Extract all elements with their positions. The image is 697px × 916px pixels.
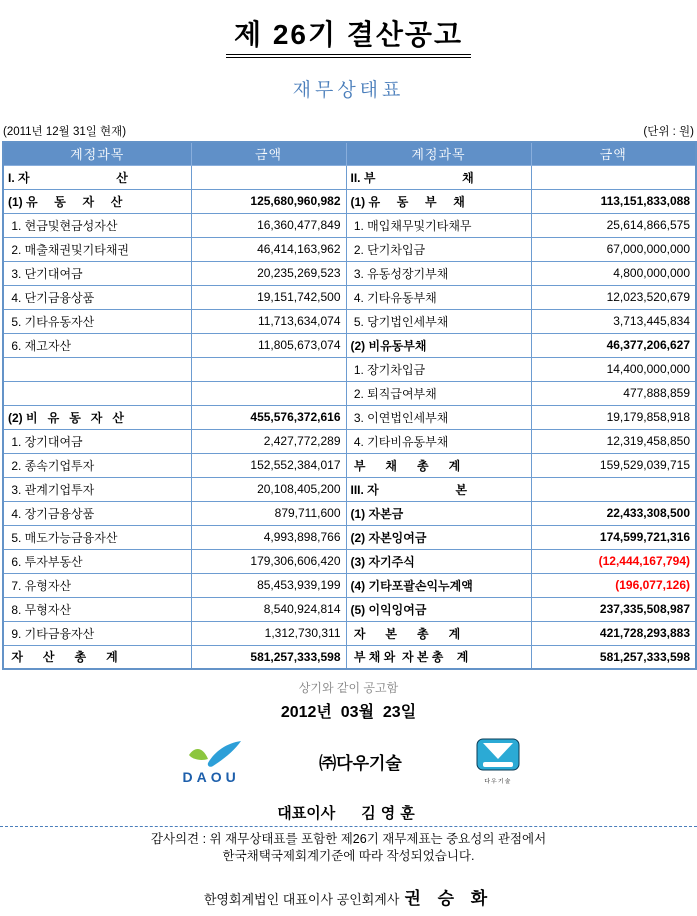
account-cell: (3) 자기주식 (346, 549, 531, 573)
amount-cell: 16,360,477,849 (191, 213, 346, 237)
amount-cell: 581,257,333,598 (531, 645, 696, 669)
amount-cell: 4,993,898,766 (191, 525, 346, 549)
amount-cell (191, 357, 346, 381)
audit-opinion-line2: 한국채택국제회계기준에 따라 작성되었습니다. (222, 849, 475, 863)
amount-cell: 3,713,445,834 (531, 309, 696, 333)
daou-logo (175, 738, 247, 785)
mail-logo (474, 737, 522, 785)
account-cell: 3. 관계기업투자 (3, 477, 191, 501)
amount-cell: 19,179,858,918 (531, 405, 696, 429)
balance-sheet-table (2, 141, 697, 670)
daou-swoosh-icon (175, 738, 247, 772)
account-cell: 2. 매출채권및기타채권 (3, 237, 191, 261)
amount-cell: 22,433,308,500 (531, 501, 696, 525)
account-cell: (2) 비유동부채 (346, 333, 531, 357)
table-row (3, 573, 696, 597)
amount-cell: 581,257,333,598 (191, 645, 346, 669)
account-cell: (1) 유 동 부 채 (346, 189, 531, 213)
table-header-row (3, 142, 696, 165)
amount-cell: 455,576,372,616 (191, 405, 346, 429)
account-cell: II. 부 채 (346, 165, 531, 189)
account-cell: I. 자 산 (3, 165, 191, 189)
account-cell: (4) 기타포괄손익누계액 (346, 573, 531, 597)
table-row (3, 189, 696, 213)
amount-cell: 237,335,508,987 (531, 597, 696, 621)
table-body (3, 165, 696, 669)
mail-logo-caption: 다우기술 (484, 779, 512, 785)
account-cell: 부 채 와 자 본 총 계 (346, 645, 531, 669)
amount-cell: 12,023,520,679 (531, 285, 696, 309)
amount-cell: 11,713,634,074 (191, 309, 346, 333)
amount-cell: 12,319,458,850 (531, 429, 696, 453)
account-cell: 2. 퇴직급여부채 (346, 381, 531, 405)
amount-cell: 421,728,293,883 (531, 621, 696, 645)
account-cell: 5. 기타유동자산 (3, 309, 191, 333)
table-row (3, 357, 696, 381)
amount-cell: 477,888,859 (531, 381, 696, 405)
table-row (3, 165, 696, 189)
dashed-divider (0, 826, 697, 827)
header-account-right: 계정과목 (346, 142, 531, 165)
announce-text: 상기와 같이 공고함 (298, 681, 399, 695)
audit-opinion-line1: 감사의견 : 위 재무상태표를 포함한 제26기 재무제표는 중요성의 관점에서 (150, 832, 547, 846)
account-cell: 3. 단기대여금 (3, 261, 191, 285)
account-cell: 6. 재고자산 (3, 333, 191, 357)
table-row (3, 333, 696, 357)
account-cell: 6. 투자부동산 (3, 549, 191, 573)
table-row (3, 405, 696, 429)
amount-cell: 174,599,721,316 (531, 525, 696, 549)
account-cell: 4. 기타유동부채 (346, 285, 531, 309)
amount-cell: 25,614,866,575 (531, 213, 696, 237)
table-row (3, 549, 696, 573)
table-row (3, 213, 696, 237)
account-cell: 2. 단기차입금 (346, 237, 531, 261)
page-subtitle: 재무상태표 (292, 80, 405, 101)
auditor-line (0, 884, 697, 909)
amount-cell: 4,800,000,000 (531, 261, 696, 285)
page-header (0, 13, 697, 58)
amount-cell: (12,444,167,794) (531, 549, 696, 573)
account-cell: 5. 매도가능금융자산 (3, 525, 191, 549)
account-cell: 8. 무형자산 (3, 597, 191, 621)
amount-cell: 879,711,600 (191, 501, 346, 525)
account-cell: 3. 이연법인세부채 (346, 405, 531, 429)
account-cell: (2) 비 유 동 자 산 (3, 405, 191, 429)
amount-cell: 1,312,730,311 (191, 621, 346, 645)
table-row (3, 381, 696, 405)
auditor-prefix: 한영회계법인 대표이사 공인회계사 (203, 892, 400, 907)
logo-row (0, 731, 697, 791)
table-row (3, 309, 696, 333)
account-cell: 자 산 총 계 (3, 645, 191, 669)
table-row (3, 261, 696, 285)
amount-cell (531, 477, 696, 501)
header-account-left: 계정과목 (3, 142, 191, 165)
amount-cell: 11,805,673,074 (191, 333, 346, 357)
account-cell: 4. 단기금융상품 (3, 285, 191, 309)
account-cell: 4. 장기금융상품 (3, 501, 191, 525)
amount-cell (191, 381, 346, 405)
account-cell: 1. 매입채무및기타채무 (346, 213, 531, 237)
amount-cell: 125,680,960,982 (191, 189, 346, 213)
amount-cell: 85,453,939,199 (191, 573, 346, 597)
daou-wordmark: DAOU (182, 768, 240, 785)
company-name: ㈜다우기술 (319, 753, 402, 773)
unit-note: (단위 : 원) (643, 126, 694, 138)
amount-cell: 67,000,000,000 (531, 237, 696, 261)
table-row (3, 597, 696, 621)
account-cell (3, 357, 191, 381)
header-amount-right: 금액 (531, 142, 696, 165)
table-row (3, 429, 696, 453)
table-row (3, 621, 696, 645)
amount-cell: 179,306,606,420 (191, 549, 346, 573)
account-cell: 부 채 총 계 (346, 453, 531, 477)
amount-cell: 46,414,163,962 (191, 237, 346, 261)
ceo-name: 김영훈 (361, 805, 420, 822)
table-row (3, 237, 696, 261)
publish-date: 2012년 03월 23일 (280, 704, 417, 721)
amount-cell: 113,151,833,088 (531, 189, 696, 213)
account-cell: 자 본 총 계 (346, 621, 531, 645)
amount-cell: (196,077,126) (531, 573, 696, 597)
amount-cell: 2,427,772,289 (191, 429, 346, 453)
amount-cell: 20,108,405,200 (191, 477, 346, 501)
account-cell: 2. 종속기업투자 (3, 453, 191, 477)
ceo-label: 대표이사 (277, 805, 336, 822)
account-cell: 1. 장기대여금 (3, 429, 191, 453)
amount-cell: 152,552,384,017 (191, 453, 346, 477)
account-cell: 3. 유동성장기부채 (346, 261, 531, 285)
account-cell: 4. 기타비유동부채 (346, 429, 531, 453)
account-cell: 5. 당기법인세부채 (346, 309, 531, 333)
date-note: (2011년 12월 31일 현재) (3, 126, 127, 138)
table-row (3, 645, 696, 669)
account-cell: (1) 자본금 (346, 501, 531, 525)
amount-cell (531, 165, 696, 189)
header-amount-left: 금액 (191, 142, 346, 165)
amount-cell: 19,151,742,500 (191, 285, 346, 309)
amount-cell: 46,377,206,627 (531, 333, 696, 357)
mail-logo-icon (474, 737, 522, 775)
amount-cell: 159,529,039,715 (531, 453, 696, 477)
account-cell: (1) 유 동 자 산 (3, 189, 191, 213)
account-cell: 1. 현금및현금성자산 (3, 213, 191, 237)
audit-opinion (0, 831, 697, 865)
table-row (3, 525, 696, 549)
account-cell: 9. 기타금융자산 (3, 621, 191, 645)
account-cell: (5) 이익잉여금 (346, 597, 531, 621)
table-row (3, 477, 696, 501)
account-cell: (2) 자본잉여금 (346, 525, 531, 549)
account-cell: III. 자 본 (346, 477, 531, 501)
amount-cell: 14,400,000,000 (531, 357, 696, 381)
account-cell: 7. 유형자산 (3, 573, 191, 597)
table-row (3, 453, 696, 477)
ceo-line (0, 802, 697, 823)
account-cell: 1. 장기차입금 (346, 357, 531, 381)
amount-cell: 20,235,269,523 (191, 261, 346, 285)
auditor-name: 권 승 화 (404, 889, 494, 908)
account-cell (3, 381, 191, 405)
page-title: 제 26기 결산공고 (226, 13, 471, 58)
meta-row (3, 123, 694, 139)
amount-cell (191, 165, 346, 189)
amount-cell: 8,540,924,814 (191, 597, 346, 621)
table-row (3, 501, 696, 525)
table-row (3, 285, 696, 309)
